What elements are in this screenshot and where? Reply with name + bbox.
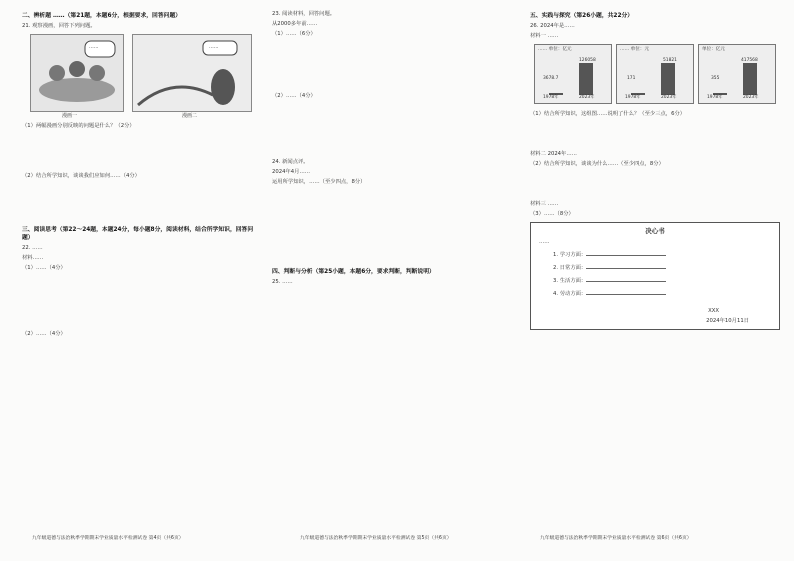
question-24-requirement: 运用所学知识，……（至少四点，8分） xyxy=(272,179,366,185)
question-26-3: （3）……（8分） xyxy=(530,211,574,217)
cartoon-one-image xyxy=(31,35,123,111)
question-26-1: （1）结合所学知识，这组图……说明了什么？（至少三点，6分） xyxy=(530,111,686,117)
chart-income-unit: 单位：元 xyxy=(630,47,650,52)
caption-cartoon-two: 漫画二 xyxy=(182,113,198,119)
question-24-text: 2024年4月…… xyxy=(272,169,311,175)
chart-income-title: …… xyxy=(620,47,630,52)
chart-trade-value-2023: 417568 xyxy=(741,58,758,63)
footer-page-4: 九年级道德与法治秋季学期期末学业质量水平检测试卷 第4页（共6页） xyxy=(32,536,184,541)
resolution-intro: …… xyxy=(539,239,550,245)
chart-trade-year-1978: 1978年 xyxy=(707,95,723,100)
question-21-2: （2）结合所学知识，谈谈我们应如何……（4分） xyxy=(22,173,140,179)
chart-gdp xyxy=(534,44,612,104)
question-23-text: 从2000多年前…… xyxy=(272,21,318,27)
cartoon-two-image xyxy=(133,35,251,111)
section-2-heading: 二、辨析题 ……（第21题，本题6分，根据要求，回答问题） xyxy=(22,13,182,19)
chart-income-value-1978: 171 xyxy=(627,76,636,81)
cartoon-one xyxy=(30,34,124,112)
question-26: 26. 2024年是…… xyxy=(530,23,575,29)
cartoon-area xyxy=(22,34,260,120)
section-5-heading: 五、实践与探究（第26小题，共22分） xyxy=(530,13,634,19)
question-25: 25. …… xyxy=(272,279,293,285)
middle-column xyxy=(272,8,520,528)
question-21-1: （1）两幅漫画分别反映的问题是什么？（2分） xyxy=(22,123,135,129)
chart-trade-title: 单位：亿元 xyxy=(702,47,725,52)
chart-gdp-bar-2023 xyxy=(579,63,593,95)
resolution-line-4-label: 4. 劳动方面： xyxy=(553,291,587,297)
chart-income-bar-2023 xyxy=(661,63,675,95)
cartoon-two-bubble: …… xyxy=(209,45,219,50)
footer-page-6: 九年级道德与法治秋季学期期末学业质量水平检测试卷 第6页（共6页） xyxy=(540,536,692,541)
chart-gdp-value-2023: 126058 xyxy=(579,58,596,63)
material: 材料…… xyxy=(22,255,44,261)
chart-trade-year-2023: 2023年 xyxy=(743,95,759,100)
chart-gdp-year-1978: 1978年 xyxy=(543,95,559,100)
chart-gdp-value-1978: 3678.7 xyxy=(543,76,559,81)
left-column xyxy=(22,8,260,528)
section-3-heading: 三、阅读思考（第22～24题，本题24分，每小题8分，阅读材料，结合所学知识，回答问题） xyxy=(22,227,254,241)
question-22-1: （1）……（4分） xyxy=(22,265,66,271)
resolution-line-1 xyxy=(553,249,771,259)
question-23: 23. 阅读材料，回答问题。 xyxy=(272,11,336,17)
chart-gdp-title: …… xyxy=(538,47,548,52)
question-23-1: （1）……（6分） xyxy=(272,31,316,37)
resolution-signature: XXX xyxy=(708,308,719,314)
resolution-letter xyxy=(530,222,780,330)
question-23-2: （2）……（4分） xyxy=(272,93,316,99)
material-one: 材料一 …… xyxy=(530,33,559,39)
chart-group xyxy=(530,44,780,106)
chart-income-year-1978: 1978年 xyxy=(625,95,641,100)
caption-cartoon-one: 漫画一 xyxy=(62,113,78,119)
chart-trade xyxy=(698,44,776,104)
question-24: 24. 新闻点评。 xyxy=(272,159,309,165)
footer-page-5: 九年级道德与法治秋季学期期末学业质量水平检测试卷 第5页（共6页） xyxy=(300,536,452,541)
chart-income xyxy=(616,44,694,104)
chart-trade-bar-2023 xyxy=(743,63,757,95)
chart-gdp-year-2023: 2023年 xyxy=(579,95,595,100)
resolution-line-1-label: 1. 学习方面： xyxy=(553,252,587,258)
section-4-heading: 四、判断与分析（第25小题，本题6分，要求判断，判断说明） xyxy=(272,269,435,275)
question-26-2: （2）结合所学知识，谈谈为什么……（至少四点，8分） xyxy=(530,161,664,167)
question-22: 22. …… xyxy=(22,245,43,251)
right-column xyxy=(530,8,780,528)
chart-gdp-unit: 单位：亿元 xyxy=(548,47,572,52)
resolution-title: 决心书 xyxy=(645,227,665,235)
resolution-line-4 xyxy=(553,288,771,298)
resolution-line-3-label: 3. 生活方面： xyxy=(553,278,587,284)
chart-income-value-2023: 51821 xyxy=(663,58,677,63)
material-three: 材料三 …… xyxy=(530,201,559,207)
resolution-date: 2024年10月11日 xyxy=(706,318,749,324)
resolution-line-3 xyxy=(553,275,771,285)
chart-income-year-2023: 2023年 xyxy=(661,95,677,100)
cartoon-one-bubble: …… xyxy=(89,45,99,50)
resolution-line-2 xyxy=(553,262,771,272)
chart-trade-value-1978: 355 xyxy=(711,76,720,81)
cartoon-two xyxy=(132,34,252,112)
material-two: 材料二 2024年…… xyxy=(530,151,577,157)
resolution-line-2-label: 2. 日常方面： xyxy=(553,265,587,271)
question-21: 21. 观察漫画，回答下列问题。 xyxy=(22,23,96,29)
question-22-2: （2）……（4分） xyxy=(22,331,66,337)
